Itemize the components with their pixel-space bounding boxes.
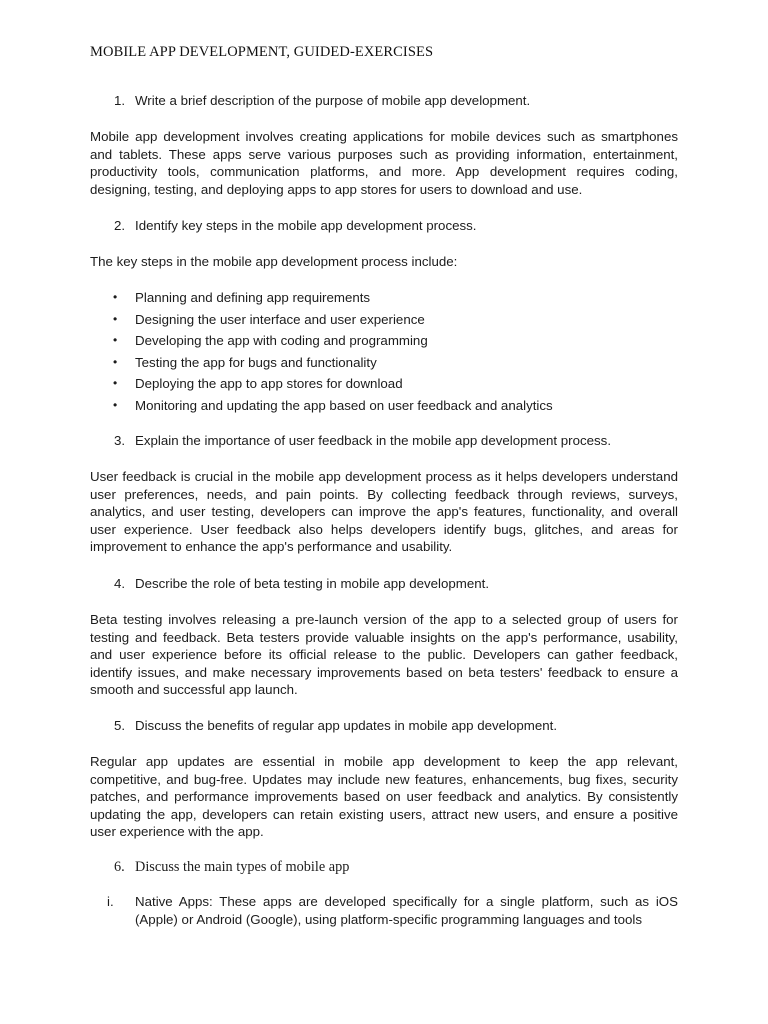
question-number: 1. xyxy=(114,93,126,108)
bullet-icon: • xyxy=(113,333,118,348)
question-text: Write a brief description of the purpose of mobile app development. xyxy=(135,93,531,108)
answer-5: Regular app updates are essential in mobile app development to keep the app relevant, competitive, and bug-free. Updates may include new features, enhancements, bug fixes, security patches, and performance improvements based on user feedback and analytics. By consistently updating the app, developers can retain existing users, attract new users, and ensure a positive user experience with the app. xyxy=(90,754,678,840)
list-item-text: Native Apps: These apps are developed specifically for a single platform, such as iOS (Apple) or Android (Google), using platform-specific programming languages and tools xyxy=(135,894,678,927)
bullet-icon: • xyxy=(113,397,118,412)
list-item xyxy=(90,332,678,354)
question-text: Describe the role of beta testing in mobile app development. xyxy=(135,576,490,591)
question-number: 5. xyxy=(114,718,126,733)
bullet-icon: • xyxy=(113,354,118,369)
steps-list xyxy=(90,289,678,419)
list-item-text: Testing the app for bugs and functionality xyxy=(135,354,377,370)
list-item-number: i. xyxy=(107,894,114,909)
answer-4: Beta testing involves releasing a pre-launch version of the app to a selected group of users for testing and feedback. Beta testers provide valuable insights on the app's performance, usability, and user experience before its official release to the public. Developers can gather feedback, identify issues, and make necessary improvements based on beta testers' feedback to ensure a smooth and successful app launch. xyxy=(90,612,678,698)
question-number: 4. xyxy=(114,576,126,591)
list-item-text: Monitoring and updating the app based on user feedback and analytics xyxy=(135,397,553,413)
question-text: Discuss the benefits of regular app updates in mobile app development. xyxy=(135,718,558,733)
list-item xyxy=(90,289,678,311)
question-text: Discuss the main types of mobile app xyxy=(135,859,350,875)
question-number: 3. xyxy=(114,433,126,448)
list-item-text: Designing the user interface and user experience xyxy=(135,311,425,327)
list-item-text: Developing the app with coding and programming xyxy=(135,333,428,349)
bullet-icon: • xyxy=(113,311,118,326)
question-text: Explain the importance of user feedback in the mobile app development process. xyxy=(135,433,612,448)
list-item-text: Deploying the app to app stores for download xyxy=(135,376,403,392)
list-item xyxy=(90,354,678,376)
list-item xyxy=(90,397,678,419)
bullet-icon: • xyxy=(113,290,118,304)
answer-3: User feedback is crucial in the mobile app development process as it helps developers understand user preferences, needs, and pain points. By collecting feedback through reviews, surveys, analytics, and user testing, developers can improve the app's features, functionality, and overall user experience. User feedback also helps developers identify bugs, glitches, and areas for improvement to enhance the app's performance and usability. xyxy=(90,469,678,555)
question-number: 2. xyxy=(114,218,126,233)
document-title: MOBILE APP DEVELOPMENT, GUIDED-EXERCISES xyxy=(90,44,434,60)
answer-2-intro: The key steps in the mobile app development process include: xyxy=(90,254,458,269)
list-item xyxy=(90,311,678,333)
bullet-icon: • xyxy=(113,376,118,391)
answer-1: Mobile app development involves creating applications for mobile devices such as smartphones and tablets. These apps serve various purposes such as providing information, entertainment, productivity tools, communication platforms, and more. App development requires coding, designing, testing, and deploying apps to app stores for users to download and use. xyxy=(90,129,678,197)
list-item xyxy=(90,375,678,397)
list-item-text: Planning and defining app requirements xyxy=(135,290,371,305)
question-text: Identify key steps in the mobile app development process. xyxy=(135,218,477,233)
question-number: 6. xyxy=(114,859,125,875)
